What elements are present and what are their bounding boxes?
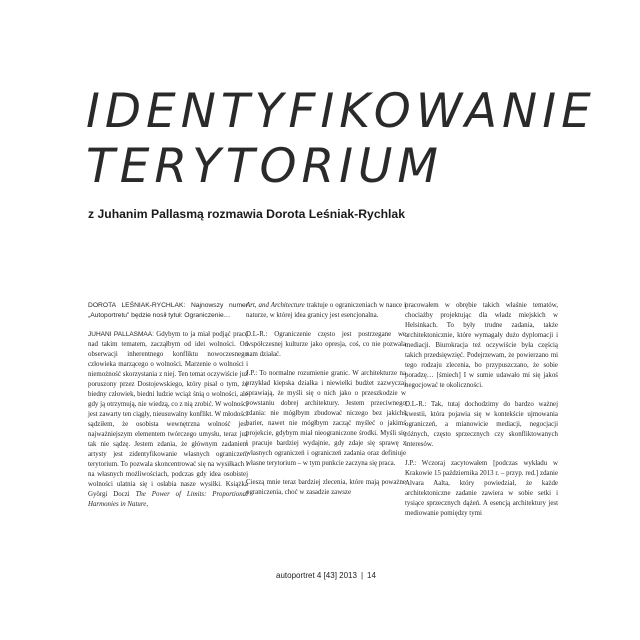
title-line-1: IDENTYFIKOWANIE — [86, 84, 596, 139]
paragraph-question-3: D.L-R.: Tak, tutaj dochodzimy do bardzo ważnej kwestii, która pojawia się w kontekście ujmowania ograniczeń, a mianowicie mediacji, negocjacji różnych, często sprzecznych czy skonfliktowanych interesów. — [405, 401, 558, 448]
paragraph-answer-2-cont: Cieszą mnie teraz bardziej zlecenia, które mają poważne ograniczenia, choć w zasadzie zawsze — [246, 479, 406, 496]
paragraph-text: Gdybym to ja miał podjąć pracę nad takim tematem, zacząłbym od idei wolności. Od obserwacji inherentnego konfliktu nowoczesnego człowieka marzącego o wolności. Marzenie o wolności i niemożność skorzystania z niej. Ten temat oczywiście już poruszony przez Dostojewskiego, który pisał o tym, że biedny człowiek, biedni ludzie wciąż śnią o wolności, ale gdy ją otrzymują, nie wiedzą, co z nią zrobić. W wolności jest zawarty ten ciągły, nieusuwalny konflikt. W młodości sądziłem, że osobista wewnętrzna wolność jest najważniejszym elementem twórczego umysłu, teraz już tak nie sądzę. Jestem zdania, że głównym zadaniem artysty jest zidentyfikowanie własnych ograniczeń, terytorium. To pozwala skoncentrować się na wysiłkach i na własnych możliwościach, podczas gdy idea osobistej wolności ulatnia się i osłabia nasze wysiłki. Książka Györgi Doczi — [88, 331, 248, 498]
article-title — [86, 84, 606, 194]
paragraph-answer-2-end: pracowałem w obrębie takich właśnie tematów, chociażby projektując dla władz miejskich w Helsinkach. To były trudne zadania, także architektonicznie, które wymagały dużo dyplomacji i mediacji. Biurokracja też oczywiście była częścią takich przedsięwzięć. Podejrzewam, że powierzano mi tego rodzaju zlecenia, bo przypuszczano, że sobie poradzę… [śmiech] I w sumie udawało mi się jakoś negocjować te okoliczności. — [405, 302, 558, 389]
intro-question: DOROTA LEŚNIAK-RYCHLAK: Najnowszy numer „Autoportretu” będzie nosił tytuł: Ograniczenie… — [88, 302, 248, 319]
paragraph-question-2: D.L-R.: Ograniczenie często jest postrzegane we współczesnej kulturze jako opresja, coś, co nie pozwala nam działać. — [246, 331, 406, 358]
text-column-1 — [88, 301, 248, 510]
paragraph-pallasmaa-1 — [88, 330, 248, 510]
footer-separator: | — [360, 571, 364, 580]
journal-issue: autoportret 4 [43] 2013 — [276, 571, 357, 580]
book-title-cont: Art, and Architecture — [246, 302, 305, 309]
paragraph-text: traktuje o ograniczeniach w nauce i naturze, w której idea granicy jest esencjonalna. — [246, 302, 406, 319]
text-column-2 — [246, 301, 406, 498]
title-line-2: TERYTORIUM — [86, 139, 443, 194]
speaker-label: JUHANI PALLASMAA: — [88, 331, 154, 338]
article-subtitle: z Juhanim Pallasmą rozmawia Dorota Leśniak-Rychlak — [88, 207, 405, 221]
paragraph-continuation — [246, 301, 406, 321]
paragraph-answer-2: J.P.: To normalne rozumienie granic. W architekturze na przykład kiepska działka i niewielki budżet zazwyczaj sprawiają, że myśli się o nich jako o przeszkodzie w powstaniu dobrej architektury. Jestem przeciwnego zdania: nie mógłbym zbudować niczego bez jakichś barier, nawet nie mógłbym zacząć myśleć o jakimś projekcie, gdybym miał nieograniczone środki. Myśli się i pracuje bardziej wydajnie, gdy zdaje się sprawę z własnych ograniczeń i ograniczeń zadania oraz definiuje własne terytorium – w tym punkcie zaczyna się praca. — [246, 370, 406, 467]
book-title: The Power of Limits: Proportional Harmonies in Nature, — [88, 491, 249, 508]
page-footer — [276, 571, 376, 580]
page-number: 14 — [367, 571, 376, 580]
text-column-3 — [405, 301, 558, 519]
paragraph-answer-3: J.P.: Wczoraj zacytowałem [podczas wykładu w Krakowie 15 października 2013 r. – przyp. red.] zdanie Alvara Aalta, który powiedział, że każde architektoniczne zadanie zawiera w sobie setki i tysiące sprzecznych dążeń. A esencją architektury jest mediowanie pomiędzy tymi — [405, 460, 558, 517]
